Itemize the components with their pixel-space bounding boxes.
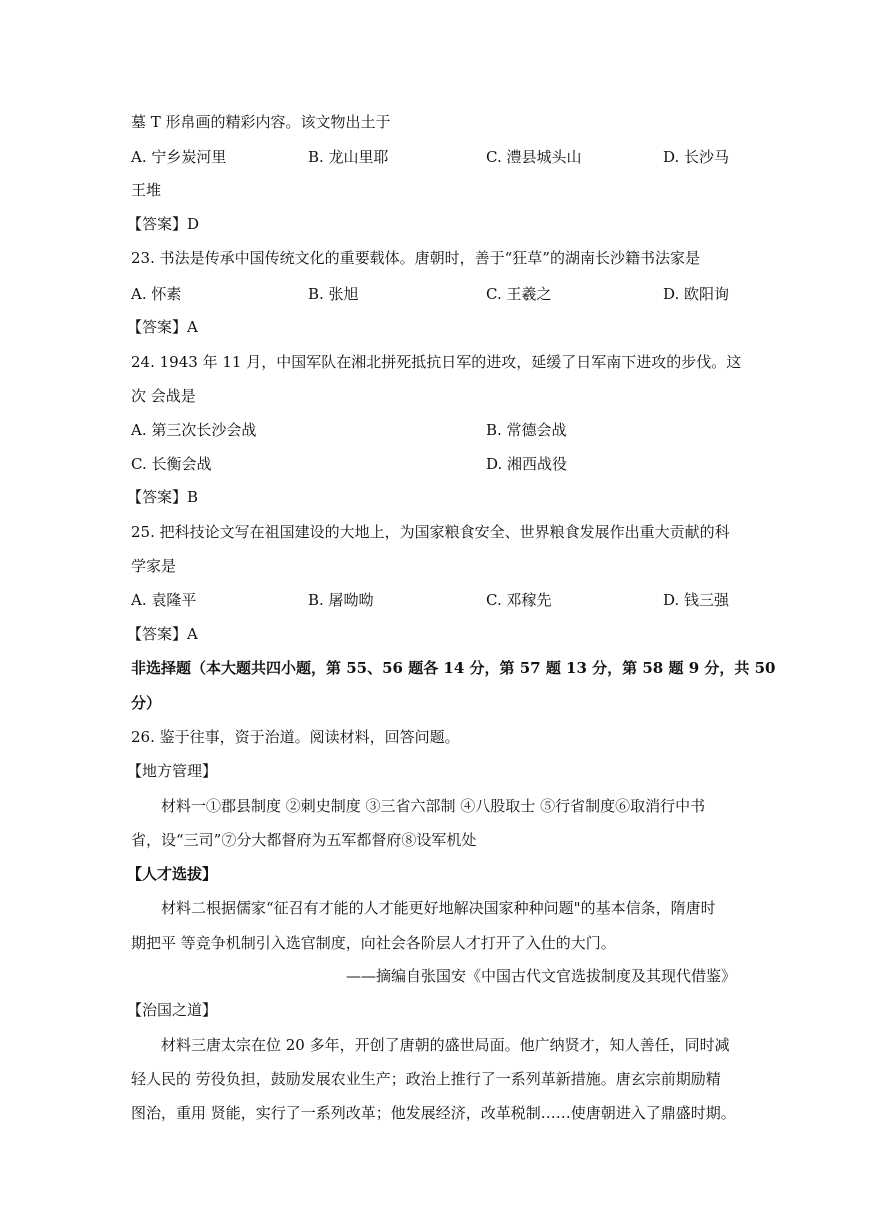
heading-talent-selection: 【人才选拔】: [127, 865, 218, 883]
heading-local-administration: 【地方管理】: [127, 762, 218, 780]
option-b: B. 张旭: [308, 285, 359, 303]
section-heading-line1: 非选择题（本大题共四小题，第 55、56 题各 14 分，第 57 题 13 分，第 58 题 9 分，共 50: [131, 659, 776, 677]
question-24-line1: 24. 1943 年 11 月，中国军队在湘北拼死抵抗日军的进攻，延缓了日军南下进攻的步伐。这: [131, 353, 742, 371]
question-23: 23. 书法是传承中国传统文化的重要载体。唐朝时，善于“狂草”的湖南长沙籍书法家是: [131, 249, 700, 267]
option-b: B. 常德会战: [486, 421, 567, 439]
material-1-line1: 材料一①郡县制度 ②刺史制度 ③三省六部制 ④八股取士 ⑤行省制度⑥取消行中书: [161, 797, 706, 815]
option-b: B. 屠呦呦: [308, 591, 374, 609]
material-2-line1: 材料二根据儒家“征召有才能的人才能更好地解决国家种种问题"的基本信条，隋唐时: [161, 899, 716, 917]
option-d-continued: 王堆: [131, 181, 162, 199]
answer-25: 【答案】A: [127, 625, 198, 643]
answer-24: 【答案】B: [127, 488, 199, 506]
material-3-line3: 图治，重用 贤能，实行了一系列改革；他发展经济，改革税制……使唐朝进入了鼎盛时期。: [131, 1104, 736, 1122]
option-d: D. 湘西战役: [486, 455, 568, 473]
option-a: A. 第三次长沙会战: [131, 421, 257, 439]
option-d: D. 欧阳询: [663, 285, 730, 303]
option-c: C. 长衡会战: [131, 455, 212, 473]
option-c: C. 邓稼先: [486, 591, 552, 609]
question-22-tail: 墓 T 形帛画的精彩内容。该文物出土于: [131, 113, 391, 131]
option-a: A. 袁隆平: [131, 591, 197, 609]
option-b: B. 龙山里耶: [308, 148, 389, 166]
material-3-line1: 材料三唐太宗在位 20 多年，开创了唐朝的盛世局面。他广纳贤才，知人善任，同时减: [161, 1036, 730, 1054]
answer-23: 【答案】A: [127, 318, 198, 336]
heading-governance: 【治国之道】: [127, 1001, 218, 1019]
question-25-line2: 学家是: [131, 557, 177, 575]
answer-22: 【答案】D: [127, 215, 200, 233]
material-2-source: ——摘编自张国安《中国古代文官选拔制度及其现代借鉴》: [345, 967, 736, 985]
option-a: A. 怀素: [131, 285, 182, 303]
option-a: A. 宁乡炭河里: [131, 148, 227, 166]
question-24-line2: 次 会战是: [131, 387, 196, 405]
option-d: D. 长沙马: [663, 148, 730, 166]
question-25-line1: 25. 把科技论文写在祖国建设的大地上，为国家粮食安全、世界粮食发展作出重大贡献的科: [131, 523, 730, 541]
question-26: 26. 鉴于往事，资于治道。阅读材料，回答问题。: [131, 728, 460, 746]
material-2-line2: 期把平 等竞争机制引入选官制度，向社会各阶层人才打开了入仕的大门。: [131, 934, 616, 952]
material-3-line2: 轻人民的 劳役负担，鼓励发展农业生产；政治上推行了一系列革新措施。唐玄宗前期励精: [131, 1070, 721, 1088]
option-d: D. 钱三强: [663, 591, 730, 609]
option-c: C. 澧县城头山: [486, 148, 582, 166]
option-c: C. 王羲之: [486, 285, 552, 303]
material-1-line2: 省，设“三司”⑦分大都督府为五军都督府⑧设军机处: [131, 831, 477, 849]
section-heading-line2: 分）: [131, 694, 162, 712]
